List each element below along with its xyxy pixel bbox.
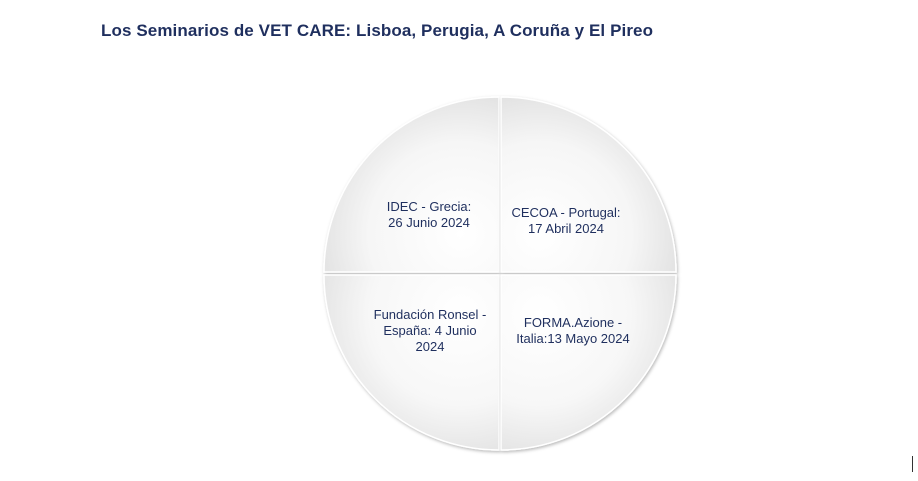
- segment-top-right: [501, 97, 676, 272]
- segment-label-top-left: IDEC - Grecia: 26 Junio 2024: [386, 199, 472, 230]
- segment-label-bottom-left: Fundación Ronsel - España: 4 Junio 2024: [373, 307, 487, 354]
- edge-divider: [912, 456, 913, 472]
- segment-top-left: [324, 97, 499, 272]
- slide-title: Los Seminarios de VET CARE: Lisboa, Perugia, A Coruña y El Pireo: [101, 21, 654, 40]
- segment-bottom-right: [501, 275, 676, 450]
- segment-label-bottom-right: FORMA.Azione - Italia:13 Mayo 2024: [516, 315, 630, 346]
- segment-bottom-left: [324, 275, 499, 450]
- segment-label-top-right: CECOA - Portugal: 17 Abril 2024: [511, 205, 621, 236]
